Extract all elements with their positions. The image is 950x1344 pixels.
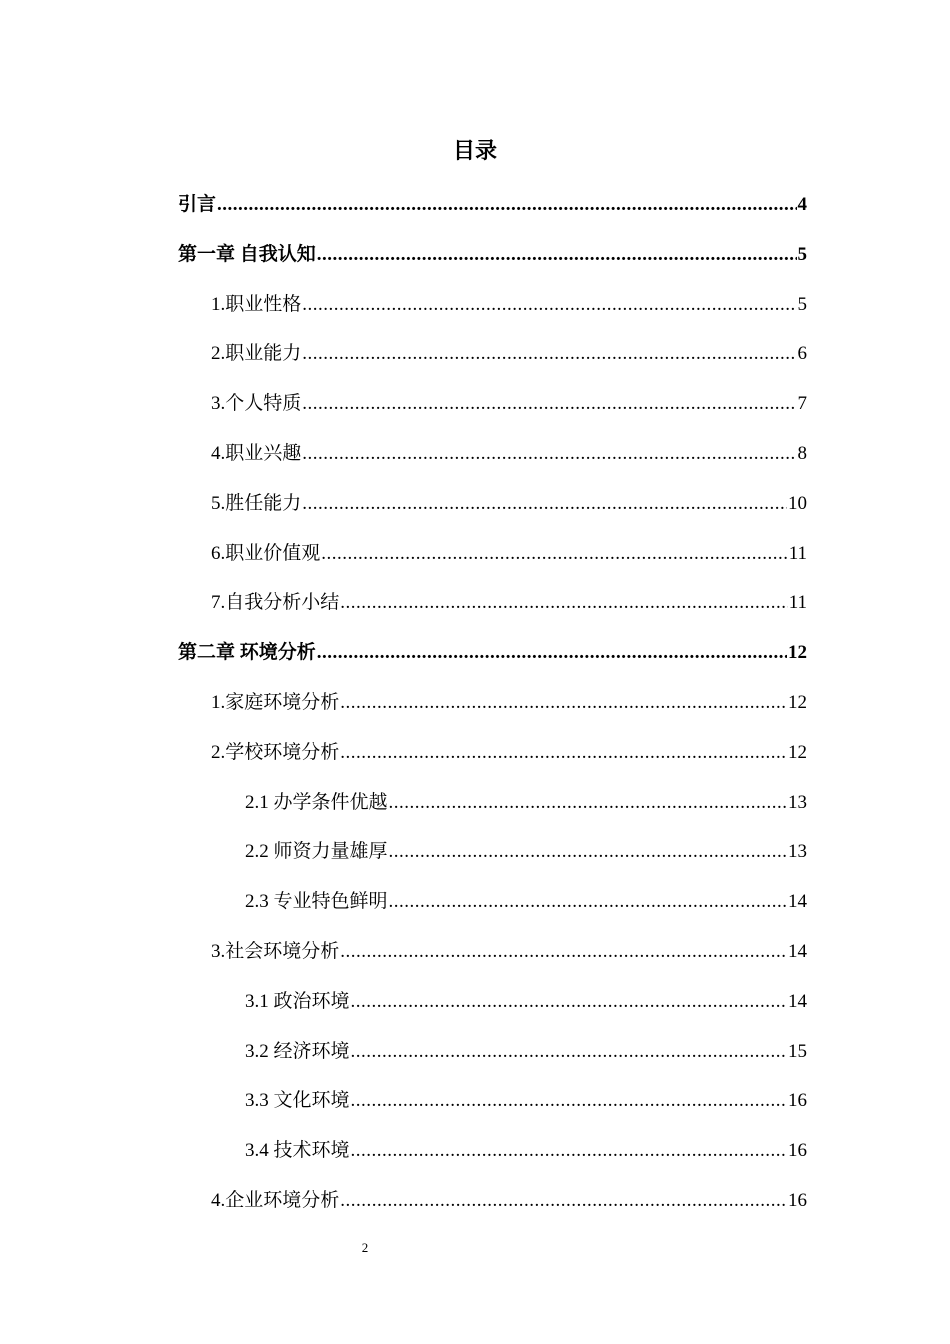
- toc-entry-label: 6.职业价值观: [211, 542, 321, 564]
- toc-dot-leader: [340, 940, 787, 964]
- toc-entry[interactable]: [211, 532, 807, 566]
- toc-entry[interactable]: [211, 581, 807, 615]
- toc-dot-leader: [302, 492, 787, 516]
- toc-entry[interactable]: [211, 283, 807, 317]
- toc-entry-label: 7.自我分析小结: [211, 592, 340, 614]
- toc-entry[interactable]: [245, 1129, 807, 1163]
- toc-entry-page-number: 11: [788, 592, 807, 614]
- toc-entry[interactable]: [178, 631, 807, 665]
- toc-entry-label: 4.职业兴趣: [211, 443, 302, 464]
- toc-entry[interactable]: [211, 382, 807, 416]
- toc-entry-label: 5.胜任能力: [211, 492, 302, 514]
- toc-dot-leader: [317, 243, 797, 267]
- toc-dot-leader: [389, 791, 787, 815]
- toc-entry[interactable]: [245, 1079, 807, 1113]
- toc-entry-page-number: 14: [788, 891, 807, 913]
- toc-entry-label: 2.学校环境分析: [211, 741, 340, 763]
- toc-entry-label: 第二章 环境分析: [178, 642, 316, 664]
- toc-entry-label: 3.1 政治环境: [245, 990, 350, 1012]
- toc-entry[interactable]: [178, 233, 807, 267]
- toc-entry[interactable]: [211, 332, 807, 366]
- toc-entry-label: 2.3 专业特色鲜明: [245, 891, 388, 913]
- toc-entry[interactable]: [211, 432, 807, 466]
- toc-entry-page-number: 16: [788, 1140, 807, 1162]
- toc-entry-label: 3.2 经济环境: [245, 1040, 350, 1062]
- toc-entry[interactable]: [211, 681, 807, 715]
- toc-entry[interactable]: [245, 1030, 807, 1064]
- toc-entry-page-number: 14: [788, 941, 807, 962]
- toc-entry-page-number: 8: [797, 443, 807, 464]
- toc-entry-page-number: 15: [788, 1040, 807, 1062]
- toc-entry-page-number: 12: [788, 642, 807, 664]
- toc-entry-page-number: 13: [788, 791, 807, 813]
- toc-entry[interactable]: [245, 781, 807, 815]
- toc-entry-page-number: 13: [788, 841, 807, 863]
- toc-entry-page-number: 16: [788, 1090, 807, 1112]
- toc-entry[interactable]: [211, 731, 807, 765]
- toc-entry[interactable]: [178, 183, 807, 217]
- toc-entry[interactable]: [211, 482, 807, 516]
- toc-dot-leader: [389, 840, 787, 864]
- toc-entry-label: 1.职业性格: [211, 293, 302, 315]
- toc-dot-leader: [340, 591, 787, 615]
- toc-entry-label: 4.企业环境分析: [211, 1190, 340, 1211]
- toc-entry-label: 2.2 师资力量雄厚: [245, 841, 388, 863]
- toc-entry-label: 引言: [178, 194, 217, 215]
- toc-entry-label: 1.家庭环境分析: [211, 692, 340, 713]
- toc-dot-leader: [302, 392, 796, 416]
- toc-entry-label: 3.3 文化环境: [245, 1090, 350, 1112]
- toc-entry-page-number: 10: [788, 492, 807, 514]
- toc-entry[interactable]: [211, 930, 807, 964]
- toc-dot-leader: [321, 542, 787, 566]
- toc-dot-leader: [302, 293, 796, 317]
- toc-title: 目录: [452, 138, 497, 163]
- toc-dot-leader: [302, 442, 796, 466]
- toc-dot-leader: [302, 342, 796, 366]
- toc-dot-leader: [351, 1040, 787, 1064]
- toc-dot-leader: [317, 641, 787, 665]
- toc-entry-label: 2.职业能力: [211, 343, 302, 365]
- toc-entry-page-number: 5: [797, 293, 807, 315]
- toc-entry-label: 第一章 自我认知: [178, 243, 316, 265]
- toc-entry-page-number: 6: [797, 343, 807, 365]
- toc-dot-leader: [340, 691, 787, 715]
- toc-dot-leader: [340, 741, 787, 765]
- toc-dot-leader: [217, 193, 796, 217]
- toc-dot-leader: [351, 990, 787, 1014]
- page-number: 2: [361, 1240, 369, 1255]
- toc-entry-label: 2.1 办学条件优越: [245, 791, 388, 813]
- toc-dot-leader: [351, 1139, 787, 1163]
- toc-entry-label: 3.社会环境分析: [211, 941, 340, 962]
- toc-entry-page-number: 7: [797, 393, 807, 415]
- toc-entry[interactable]: [245, 980, 807, 1014]
- toc-entry-page-number: 12: [788, 692, 807, 713]
- toc-entry[interactable]: [245, 880, 807, 914]
- toc-entry-label: 3.个人特质: [211, 393, 302, 415]
- toc-entry-page-number: 11: [788, 542, 807, 564]
- toc-entry-label: 3.4 技术环境: [245, 1140, 350, 1162]
- toc-dot-leader: [340, 1189, 787, 1213]
- toc-entry-page-number: 5: [797, 243, 807, 265]
- toc-entry-page-number: 16: [788, 1190, 807, 1211]
- toc-entry[interactable]: [245, 830, 807, 864]
- toc-entry-page-number: 4: [797, 194, 807, 215]
- toc-entry[interactable]: [211, 1179, 807, 1213]
- toc-dot-leader: [351, 1089, 787, 1113]
- toc-dot-leader: [389, 890, 787, 914]
- toc-entry-page-number: 12: [788, 741, 807, 763]
- toc-entry-page-number: 14: [788, 990, 807, 1012]
